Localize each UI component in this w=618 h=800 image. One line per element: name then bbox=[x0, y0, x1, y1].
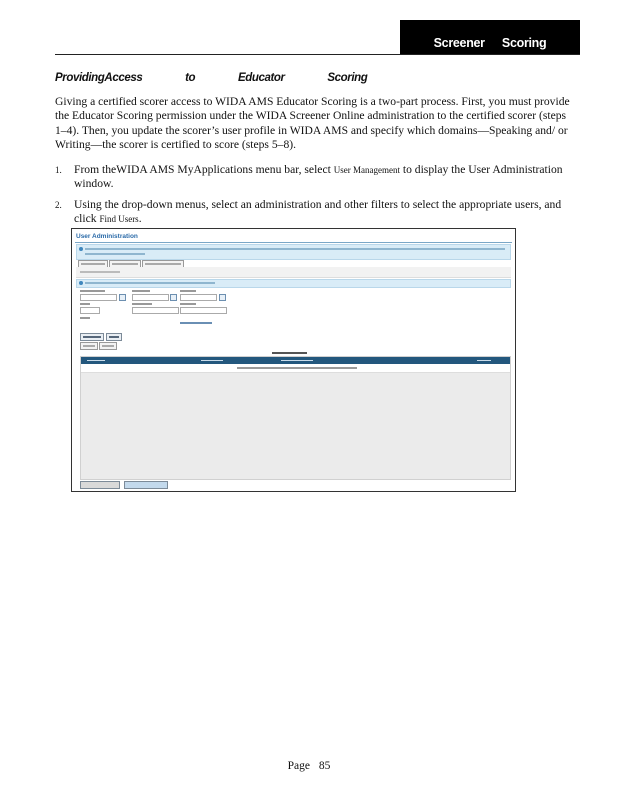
header-title: Screener Scoring bbox=[433, 36, 547, 50]
header-bar bbox=[400, 20, 580, 55]
filter-field bbox=[80, 294, 117, 301]
screenshot-info-banner bbox=[76, 244, 511, 260]
dropdown-arrow-icon bbox=[219, 294, 226, 301]
screenshot-button bbox=[80, 333, 104, 341]
step-ui-term: User Management bbox=[333, 165, 400, 175]
filter-field bbox=[80, 307, 100, 314]
steps-list bbox=[55, 163, 580, 232]
filter-label bbox=[180, 290, 196, 292]
intro-paragraph: Giving a certified scorer access to WIDA AMS Educator Scoring is a two-part process. First, you must provide the Educator Scoring permission under the WIDA Screener Online administration to the certified scorer (steps 1–4). Then, you update the scorer’s user profile in WIDA AMS and specify which domains—Speaking and/ or Writing—the scorer is certified to score (steps 5–8). bbox=[55, 95, 570, 151]
info-text-line bbox=[85, 248, 505, 250]
step-text-after: to display the User Administration window. bbox=[74, 163, 563, 191]
users-grid bbox=[80, 356, 511, 480]
grid-header bbox=[81, 357, 510, 364]
user-administration-screenshot bbox=[71, 228, 516, 492]
screenshot-title: User Administration bbox=[76, 233, 138, 240]
filter-label bbox=[80, 303, 90, 305]
screenshot-footer-button bbox=[124, 481, 168, 489]
screenshot-footer-button bbox=[80, 481, 120, 489]
screenshot-title-rule bbox=[75, 242, 512, 243]
step-ui-term: Find Users bbox=[99, 213, 139, 224]
grid-empty-row bbox=[81, 364, 510, 373]
screenshot-subpanel bbox=[76, 267, 511, 278]
section-heading: ProvidingAccess to Educator Scoring bbox=[55, 72, 368, 84]
page-number: Page 85 bbox=[287, 760, 331, 772]
info-text-line bbox=[85, 253, 145, 255]
filter-link bbox=[180, 322, 212, 324]
info-icon bbox=[79, 247, 83, 251]
step-item bbox=[55, 163, 580, 192]
filter-label bbox=[132, 290, 150, 292]
dropdown-arrow-icon bbox=[119, 294, 126, 301]
step-text-after: . bbox=[138, 211, 142, 225]
filter-field bbox=[180, 294, 217, 301]
step-text-before: Using the drop-down menus, select an administration and other filters to select the appropriate users, and click bbox=[74, 197, 562, 225]
screenshot-button bbox=[106, 333, 122, 341]
grid-caption bbox=[272, 352, 307, 354]
step-text-before: From theWIDA AMS MyApplications menu bar, select bbox=[74, 163, 331, 176]
filter-field bbox=[180, 307, 227, 314]
filter-field bbox=[132, 307, 179, 314]
filter-label bbox=[80, 290, 105, 292]
filter-label bbox=[80, 317, 90, 319]
step-number: 1. bbox=[55, 165, 62, 175]
header-rule bbox=[55, 54, 580, 55]
step-number: 2. bbox=[55, 199, 62, 210]
filter-field bbox=[132, 294, 169, 301]
dropdown-arrow-icon bbox=[170, 294, 177, 301]
filter-label bbox=[180, 303, 196, 305]
filter-label bbox=[132, 303, 152, 305]
screenshot-filter-banner bbox=[76, 279, 511, 288]
step-item bbox=[55, 198, 580, 227]
